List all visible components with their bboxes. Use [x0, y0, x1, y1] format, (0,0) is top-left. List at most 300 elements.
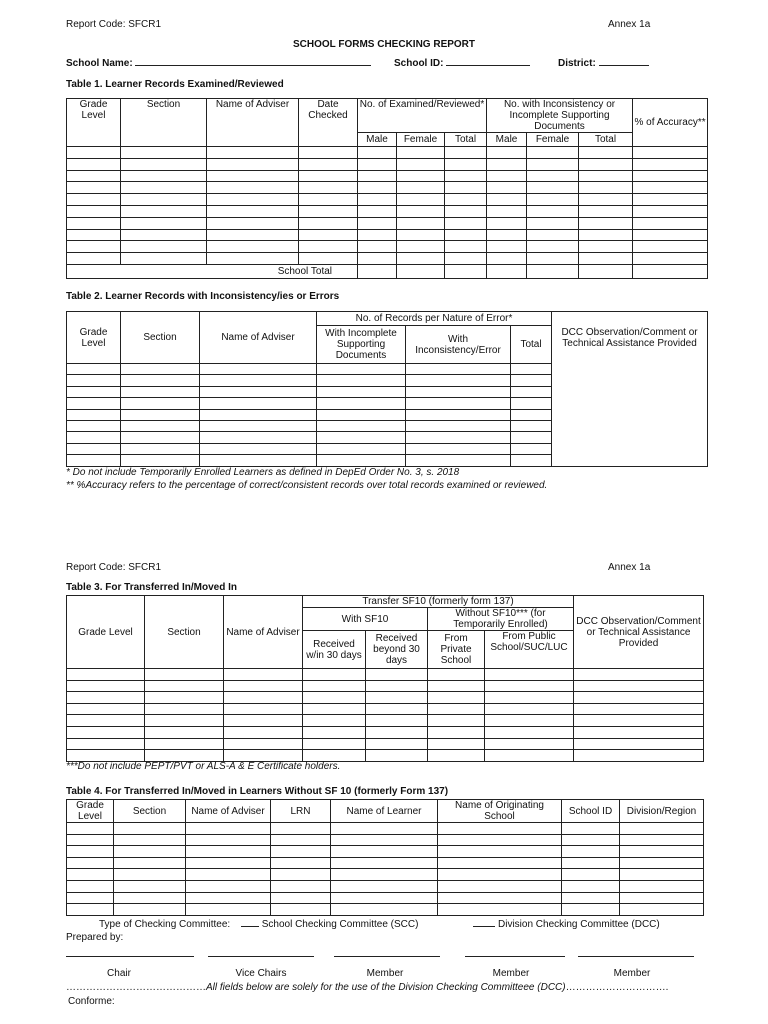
- table-cell[interactable]: [207, 253, 299, 265]
- table-cell[interactable]: [121, 147, 207, 159]
- table-cell[interactable]: [271, 846, 331, 858]
- table-cell[interactable]: [67, 364, 121, 375]
- table-cell[interactable]: [121, 455, 200, 466]
- table-cell[interactable]: [145, 726, 224, 738]
- table-cell[interactable]: [121, 217, 207, 229]
- table-cell[interactable]: [574, 692, 704, 704]
- table-cell[interactable]: [358, 241, 397, 253]
- school-id-field[interactable]: [394, 58, 530, 69]
- table-cell[interactable]: [579, 194, 633, 206]
- table-cell[interactable]: [121, 375, 200, 386]
- table-cell[interactable]: [445, 170, 487, 182]
- table-cell[interactable]: [579, 147, 633, 159]
- table-cell[interactable]: [445, 194, 487, 206]
- table-cell[interactable]: [207, 229, 299, 241]
- table-cell[interactable]: [428, 703, 485, 715]
- table-cell[interactable]: [67, 217, 121, 229]
- table-cell[interactable]: [114, 869, 186, 881]
- table-cell[interactable]: [317, 409, 406, 420]
- table-cell[interactable]: [406, 432, 511, 443]
- member2-signature-line[interactable]: [465, 956, 565, 957]
- table-cell[interactable]: [633, 182, 708, 194]
- table-cell[interactable]: [445, 241, 487, 253]
- table-cell[interactable]: [207, 205, 299, 217]
- table-cell[interactable]: [186, 846, 271, 858]
- table-cell[interactable]: [438, 869, 562, 881]
- table-cell[interactable]: [633, 147, 708, 159]
- table-cell[interactable]: [331, 869, 438, 881]
- table-cell[interactable]: [366, 738, 428, 750]
- table-cell[interactable]: [620, 857, 704, 869]
- table-cell[interactable]: [358, 264, 397, 278]
- table-cell[interactable]: [121, 386, 200, 397]
- table-cell[interactable]: [366, 715, 428, 727]
- table-cell[interactable]: [579, 253, 633, 265]
- table-cell[interactable]: [428, 692, 485, 704]
- table-cell[interactable]: [485, 726, 574, 738]
- table-cell[interactable]: [511, 443, 552, 454]
- table-cell[interactable]: [445, 229, 487, 241]
- table-cell[interactable]: [224, 726, 303, 738]
- table-cell[interactable]: [366, 750, 428, 762]
- table-cell[interactable]: [200, 386, 317, 397]
- table-cell[interactable]: [207, 158, 299, 170]
- table-cell[interactable]: [485, 692, 574, 704]
- table-cell[interactable]: [186, 892, 271, 904]
- table-cell[interactable]: [114, 857, 186, 869]
- table-cell[interactable]: [620, 869, 704, 881]
- table-cell[interactable]: [445, 217, 487, 229]
- table-cell[interactable]: [527, 194, 579, 206]
- table-cell[interactable]: [67, 823, 114, 835]
- table-cell[interactable]: [574, 669, 704, 681]
- table-cell[interactable]: [487, 170, 527, 182]
- table-cell[interactable]: [67, 904, 114, 916]
- table-cell[interactable]: [485, 750, 574, 762]
- table-cell[interactable]: [358, 182, 397, 194]
- table-cell[interactable]: [562, 846, 620, 858]
- chair-signature-line[interactable]: [66, 956, 194, 957]
- table-cell[interactable]: [562, 823, 620, 835]
- table-cell[interactable]: [303, 750, 366, 762]
- table-cell[interactable]: [121, 420, 200, 431]
- table-cell[interactable]: [121, 409, 200, 420]
- table-cell[interactable]: [114, 846, 186, 858]
- table-cell[interactable]: [406, 375, 511, 386]
- table-cell[interactable]: [186, 904, 271, 916]
- table-cell[interactable]: [67, 375, 121, 386]
- table-cell[interactable]: [67, 715, 145, 727]
- table-cell[interactable]: [67, 834, 114, 846]
- table-cell[interactable]: [406, 409, 511, 420]
- table-cell[interactable]: [511, 386, 552, 397]
- table-cell[interactable]: [121, 229, 207, 241]
- table-cell[interactable]: [145, 692, 224, 704]
- table-cell[interactable]: [397, 217, 445, 229]
- scc-checkbox[interactable]: [241, 926, 259, 927]
- table-cell[interactable]: [317, 455, 406, 466]
- table-cell[interactable]: [574, 738, 704, 750]
- table-cell[interactable]: [397, 264, 445, 278]
- table-cell[interactable]: [271, 834, 331, 846]
- table-cell[interactable]: [200, 398, 317, 409]
- table-cell[interactable]: [271, 869, 331, 881]
- table-cell[interactable]: [145, 680, 224, 692]
- table-cell[interactable]: [579, 205, 633, 217]
- table-cell[interactable]: [620, 834, 704, 846]
- table-cell[interactable]: [299, 147, 358, 159]
- table-cell[interactable]: [406, 443, 511, 454]
- table-cell[interactable]: [207, 147, 299, 159]
- table-cell[interactable]: [331, 904, 438, 916]
- table-cell[interactable]: [114, 834, 186, 846]
- table-cell[interactable]: [299, 182, 358, 194]
- table-cell[interactable]: [317, 386, 406, 397]
- table-cell[interactable]: [303, 715, 366, 727]
- table-cell[interactable]: [487, 182, 527, 194]
- table-cell[interactable]: [145, 750, 224, 762]
- table-cell[interactable]: [620, 823, 704, 835]
- table-cell[interactable]: [271, 904, 331, 916]
- table-cell[interactable]: [358, 229, 397, 241]
- table-cell[interactable]: [200, 409, 317, 420]
- table-cell[interactable]: [366, 726, 428, 738]
- table-cell[interactable]: [67, 669, 145, 681]
- table-cell[interactable]: [438, 904, 562, 916]
- table-cell[interactable]: [331, 834, 438, 846]
- table-cell[interactable]: [397, 182, 445, 194]
- table-cell[interactable]: [445, 205, 487, 217]
- table-cell[interactable]: [67, 869, 114, 881]
- table-cell[interactable]: [511, 432, 552, 443]
- table-cell[interactable]: [207, 241, 299, 253]
- table-cell[interactable]: [366, 692, 428, 704]
- table-cell[interactable]: [366, 680, 428, 692]
- table-cell[interactable]: [145, 715, 224, 727]
- member1-signature-line[interactable]: [334, 956, 440, 957]
- table-cell[interactable]: [67, 432, 121, 443]
- member3-signature-line[interactable]: [578, 956, 694, 957]
- table-cell[interactable]: [299, 217, 358, 229]
- table-cell[interactable]: [67, 846, 114, 858]
- table-cell[interactable]: [331, 892, 438, 904]
- table-cell[interactable]: [527, 264, 579, 278]
- table-cell[interactable]: [406, 455, 511, 466]
- table-cell[interactable]: [224, 750, 303, 762]
- table-cell[interactable]: [574, 715, 704, 727]
- table-cell[interactable]: [67, 229, 121, 241]
- table-cell[interactable]: [438, 846, 562, 858]
- table-cell[interactable]: [207, 182, 299, 194]
- table-cell[interactable]: [358, 194, 397, 206]
- table-cell[interactable]: [200, 420, 317, 431]
- table-cell[interactable]: [121, 158, 207, 170]
- table-cell[interactable]: [438, 880, 562, 892]
- table-cell[interactable]: [271, 892, 331, 904]
- table-cell[interactable]: [67, 170, 121, 182]
- table-cell[interactable]: [527, 182, 579, 194]
- table-cell[interactable]: [207, 217, 299, 229]
- table-cell[interactable]: [224, 738, 303, 750]
- table-cell[interactable]: [574, 703, 704, 715]
- table-cell[interactable]: [224, 692, 303, 704]
- table-cell[interactable]: [67, 420, 121, 431]
- table-cell[interactable]: [511, 420, 552, 431]
- table-cell[interactable]: [67, 398, 121, 409]
- table-cell[interactable]: [299, 253, 358, 265]
- table-cell[interactable]: [633, 194, 708, 206]
- table-cell[interactable]: [299, 241, 358, 253]
- table-cell[interactable]: [121, 432, 200, 443]
- table-cell[interactable]: [485, 669, 574, 681]
- table-cell[interactable]: [485, 703, 574, 715]
- table-cell[interactable]: [200, 443, 317, 454]
- table-cell[interactable]: [511, 375, 552, 386]
- table-cell[interactable]: [485, 680, 574, 692]
- table-cell[interactable]: [579, 217, 633, 229]
- table-cell[interactable]: [200, 375, 317, 386]
- table-cell[interactable]: [67, 680, 145, 692]
- table-cell[interactable]: [487, 194, 527, 206]
- table-cell[interactable]: [579, 158, 633, 170]
- table-cell[interactable]: [562, 880, 620, 892]
- table-cell[interactable]: [620, 880, 704, 892]
- table-cell[interactable]: [200, 364, 317, 375]
- table-cell[interactable]: [579, 264, 633, 278]
- table-cell[interactable]: [121, 364, 200, 375]
- table-cell[interactable]: [145, 703, 224, 715]
- table-cell[interactable]: [67, 205, 121, 217]
- table-cell[interactable]: [207, 170, 299, 182]
- dcc-comment-cell[interactable]: [552, 364, 708, 467]
- table-cell[interactable]: [299, 229, 358, 241]
- table-cell[interactable]: [428, 726, 485, 738]
- table-cell[interactable]: [428, 750, 485, 762]
- table-cell[interactable]: [487, 253, 527, 265]
- table-cell[interactable]: [200, 455, 317, 466]
- table-cell[interactable]: [224, 715, 303, 727]
- table-cell[interactable]: [317, 398, 406, 409]
- table-cell[interactable]: [487, 217, 527, 229]
- table-cell[interactable]: [186, 880, 271, 892]
- table-cell[interactable]: [428, 715, 485, 727]
- table-cell[interactable]: [303, 703, 366, 715]
- table-cell[interactable]: [224, 680, 303, 692]
- table-cell[interactable]: [485, 715, 574, 727]
- dcc-checkbox[interactable]: [473, 926, 495, 927]
- table-cell[interactable]: [358, 158, 397, 170]
- table-cell[interactable]: [358, 253, 397, 265]
- table-cell[interactable]: [331, 846, 438, 858]
- table-cell[interactable]: [317, 375, 406, 386]
- table-cell[interactable]: [562, 869, 620, 881]
- table-cell[interactable]: [67, 241, 121, 253]
- table-cell[interactable]: [438, 823, 562, 835]
- table-cell[interactable]: [303, 692, 366, 704]
- table-cell[interactable]: [397, 194, 445, 206]
- table-cell[interactable]: [114, 823, 186, 835]
- table-cell[interactable]: [620, 846, 704, 858]
- table-cell[interactable]: [67, 880, 114, 892]
- table-cell[interactable]: [406, 386, 511, 397]
- table-cell[interactable]: [397, 147, 445, 159]
- table-cell[interactable]: [358, 217, 397, 229]
- table-cell[interactable]: [121, 241, 207, 253]
- table-cell[interactable]: [406, 420, 511, 431]
- table-cell[interactable]: [67, 703, 145, 715]
- table-cell[interactable]: [114, 892, 186, 904]
- table-cell[interactable]: [487, 147, 527, 159]
- table-cell[interactable]: [121, 194, 207, 206]
- table-cell[interactable]: [438, 892, 562, 904]
- table-cell[interactable]: [224, 703, 303, 715]
- table-cell[interactable]: [527, 147, 579, 159]
- table-cell[interactable]: [67, 443, 121, 454]
- table-cell[interactable]: [67, 409, 121, 420]
- table-cell[interactable]: [67, 194, 121, 206]
- school-name-field[interactable]: [66, 58, 371, 69]
- table-cell[interactable]: [579, 170, 633, 182]
- table-cell[interactable]: [527, 229, 579, 241]
- table-cell[interactable]: [445, 147, 487, 159]
- table-cell[interactable]: [511, 455, 552, 466]
- table-cell[interactable]: [224, 669, 303, 681]
- table-cell[interactable]: [511, 364, 552, 375]
- table-cell[interactable]: [67, 455, 121, 466]
- table-cell[interactable]: [200, 432, 317, 443]
- table-cell[interactable]: [562, 834, 620, 846]
- table-cell[interactable]: [114, 880, 186, 892]
- table-cell[interactable]: [366, 669, 428, 681]
- table-cell[interactable]: [317, 364, 406, 375]
- table-cell[interactable]: [438, 834, 562, 846]
- table-cell[interactable]: [358, 147, 397, 159]
- table-cell[interactable]: [633, 205, 708, 217]
- table-cell[interactable]: [186, 869, 271, 881]
- table-cell[interactable]: [445, 264, 487, 278]
- table-cell[interactable]: [633, 229, 708, 241]
- table-cell[interactable]: [271, 823, 331, 835]
- table-cell[interactable]: [317, 443, 406, 454]
- table-cell[interactable]: [121, 443, 200, 454]
- table-cell[interactable]: [527, 253, 579, 265]
- table-cell[interactable]: [397, 170, 445, 182]
- table-cell[interactable]: [406, 398, 511, 409]
- table-cell[interactable]: [633, 170, 708, 182]
- table-cell[interactable]: [67, 182, 121, 194]
- table-cell[interactable]: [67, 692, 145, 704]
- table-cell[interactable]: [145, 738, 224, 750]
- table-cell[interactable]: [67, 147, 121, 159]
- table-cell[interactable]: [303, 680, 366, 692]
- table-cell[interactable]: [186, 834, 271, 846]
- table-cell[interactable]: [121, 398, 200, 409]
- table-cell[interactable]: [487, 205, 527, 217]
- table-cell[interactable]: [299, 158, 358, 170]
- table-cell[interactable]: [358, 205, 397, 217]
- table-cell[interactable]: [366, 703, 428, 715]
- table-cell[interactable]: [397, 158, 445, 170]
- table-cell[interactable]: [445, 182, 487, 194]
- table-cell[interactable]: [445, 253, 487, 265]
- table-cell[interactable]: [207, 194, 299, 206]
- table-cell[interactable]: [121, 182, 207, 194]
- table-cell[interactable]: [633, 253, 708, 265]
- table-cell[interactable]: [562, 857, 620, 869]
- table-cell[interactable]: [562, 892, 620, 904]
- table-cell[interactable]: [562, 904, 620, 916]
- table-cell[interactable]: [67, 726, 145, 738]
- table-cell[interactable]: [428, 738, 485, 750]
- table-cell[interactable]: [67, 857, 114, 869]
- table-cell[interactable]: [358, 170, 397, 182]
- table-cell[interactable]: [67, 386, 121, 397]
- district-field[interactable]: [558, 58, 649, 69]
- table-cell[interactable]: [574, 726, 704, 738]
- table-cell[interactable]: [527, 158, 579, 170]
- table-cell[interactable]: [633, 158, 708, 170]
- table-cell[interactable]: [67, 253, 121, 265]
- table-cell[interactable]: [67, 892, 114, 904]
- table-cell[interactable]: [145, 669, 224, 681]
- table-cell[interactable]: [620, 892, 704, 904]
- table-cell[interactable]: [428, 680, 485, 692]
- table-cell[interactable]: [527, 205, 579, 217]
- table-cell[interactable]: [428, 669, 485, 681]
- table-cell[interactable]: [271, 857, 331, 869]
- table-cell[interactable]: [487, 264, 527, 278]
- table-cell[interactable]: [67, 750, 145, 762]
- table-cell[interactable]: [121, 253, 207, 265]
- table-cell[interactable]: [397, 205, 445, 217]
- table-cell[interactable]: [633, 241, 708, 253]
- table-cell[interactable]: [67, 738, 145, 750]
- table-cell[interactable]: [633, 264, 708, 278]
- table-cell[interactable]: [121, 170, 207, 182]
- table-cell[interactable]: [67, 158, 121, 170]
- table-cell[interactable]: [579, 229, 633, 241]
- table-cell[interactable]: [487, 241, 527, 253]
- table-cell[interactable]: [527, 241, 579, 253]
- table-cell[interactable]: [114, 904, 186, 916]
- table-cell[interactable]: [397, 241, 445, 253]
- table-cell[interactable]: [511, 398, 552, 409]
- table-cell[interactable]: [121, 205, 207, 217]
- table-cell[interactable]: [406, 364, 511, 375]
- table-cell[interactable]: [485, 738, 574, 750]
- table-cell[interactable]: [331, 823, 438, 835]
- table-cell[interactable]: [527, 217, 579, 229]
- table-cell[interactable]: [487, 158, 527, 170]
- table-cell[interactable]: [331, 857, 438, 869]
- table-cell[interactable]: [438, 857, 562, 869]
- table-cell[interactable]: [331, 880, 438, 892]
- table-cell[interactable]: [186, 823, 271, 835]
- table-cell[interactable]: [186, 857, 271, 869]
- table-cell[interactable]: [574, 680, 704, 692]
- table-cell[interactable]: [299, 170, 358, 182]
- table-cell[interactable]: [445, 158, 487, 170]
- table-cell[interactable]: [303, 669, 366, 681]
- table-cell[interactable]: [620, 904, 704, 916]
- vice-chairs-signature-line[interactable]: [208, 956, 314, 957]
- table-cell[interactable]: [579, 241, 633, 253]
- table-cell[interactable]: [303, 738, 366, 750]
- table-cell[interactable]: [397, 253, 445, 265]
- table-cell[interactable]: [317, 432, 406, 443]
- table-cell[interactable]: [579, 182, 633, 194]
- table-cell[interactable]: [299, 205, 358, 217]
